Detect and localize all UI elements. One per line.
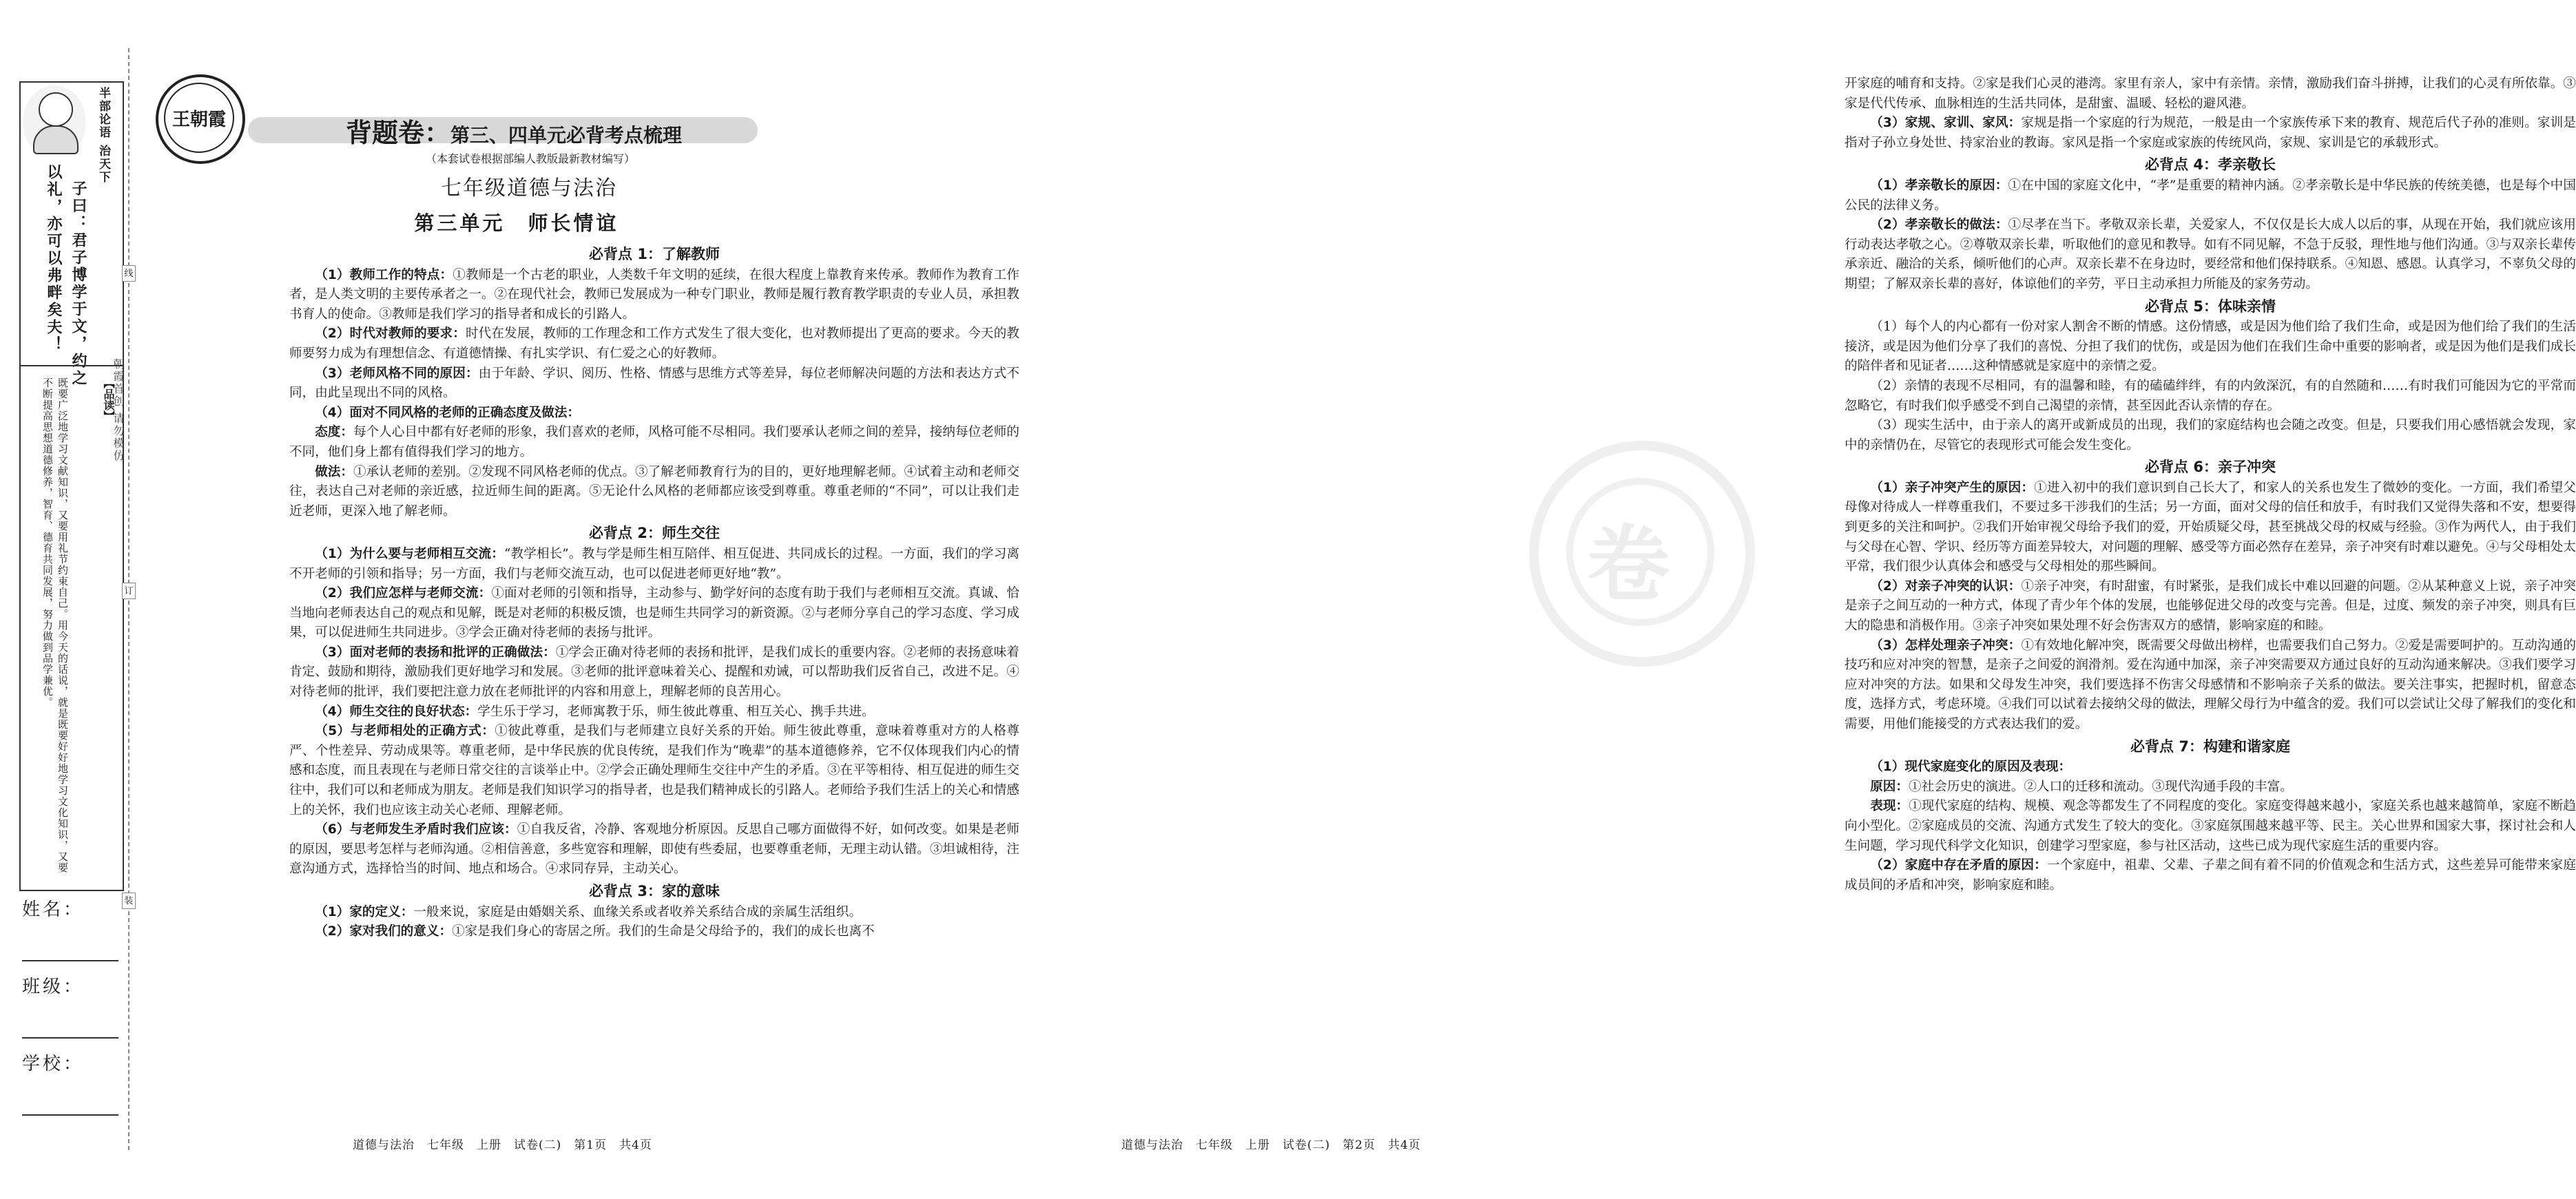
paragraph-text: ①在中国的家庭文化中，“孝”是重要的精神内涵。②孝亲敬长是中华民族的传统美德，也是每个中国公民的法律义务。 bbox=[1845, 178, 2576, 213]
title-note: （本套试卷根据部编人教版最新教材编写） bbox=[426, 152, 636, 165]
paragraph-lead: （1）现代家庭变化的原因及表现： bbox=[1870, 760, 2072, 775]
section-heading: 必背点 1：了解教师 bbox=[589, 246, 720, 262]
subject-grade: 七年级道德与法治 bbox=[441, 176, 617, 200]
section-heading: 必背点 4：孝亲敬长 bbox=[2145, 156, 2276, 174]
paragraph bbox=[289, 324, 1019, 364]
paragraph-text: 一般来说，家庭是由婚姻关系、血缘关系或者收养关系结合成的亲属生活组织。 bbox=[413, 904, 862, 919]
paragraph bbox=[1845, 797, 2576, 856]
unit-title: 第三单元 师长情谊 bbox=[414, 211, 619, 235]
school-field[interactable] bbox=[22, 1050, 118, 1127]
paragraph-text: ①社会历史的演进。②人口的迁移和流动。③现代沟通手段的丰富。 bbox=[1908, 779, 2293, 794]
paragraph bbox=[289, 423, 1019, 462]
paragraph bbox=[289, 364, 1019, 404]
paragraph-lead: （1）教师工作的特点： bbox=[315, 267, 453, 282]
paragraph bbox=[1845, 856, 2576, 895]
school-label: 学校： bbox=[22, 1054, 85, 1074]
paragraph-text: ①家是我们身心的寄居之所。我们的生命是父母给予的，我们的成长也离不 bbox=[452, 924, 875, 939]
paragraph-lead: （1）为什么要与老师相互交流： bbox=[315, 546, 504, 561]
pindu-label: 【品读】 bbox=[102, 377, 115, 421]
footer-page-1: 道德与法治 七年级 上册 试卷(二) 第1页 共4页 bbox=[353, 1138, 652, 1152]
paragraph bbox=[1845, 416, 2576, 455]
mascot-icon bbox=[23, 85, 85, 154]
paragraph-lead: （1）孝亲敬长的原因： bbox=[1870, 178, 2008, 193]
paragraph bbox=[1845, 577, 2576, 636]
paragraph-text: ①尽孝在当下。孝敬双亲长辈，关爱家人，不仅仅是长大成人以后的事，从现在开始，我们就应该用行动表达孝敬之心。②尊敬双亲长辈，听取他们的意见和教导。如有不同见解，不急于反驳，理性地与他们沟通。③与双亲长辈传承亲近、融洽的关系，倾听他们的心声。双亲长辈不在身边时，要经常和他们保持联系。④知恩、感恩。认真学习，不辜负父母的期望；了解双亲长辈的喜好，体谅他们的辛劳，平日主动承担力所能及的家务劳动。 bbox=[1845, 218, 2576, 291]
paragraph-text: ①有效地化解冲突，既需要父母做出榜样，也需要我们自己努力。②爱是需要呵护的。互动沟通的技巧和应对冲突的智慧，是亲子之间爱的润滑剂。爱在沟通中加深，亲子冲突需要双方通过良好的互动沟通来解决。③我们要学习应对冲突的方法。如果和父母发生冲突，我们要选择不伤害父母感情和不影响亲子关系的做法。要关注事实，把握时机，留意态度，选择方式，考虑环境。④我们可以试着去接纳父母的做法，理解父母行为中蕴含的爱。我们可以尝试让父母了解我们的变化和需要，用他们能接受的方式表达我们的爱。 bbox=[1845, 638, 2576, 731]
paragraph bbox=[1845, 778, 2576, 797]
name-label: 姓名： bbox=[22, 899, 85, 920]
quote-line-2: 以礼，亦可以弗畔矣夫！ bbox=[45, 164, 62, 353]
class-field[interactable] bbox=[22, 972, 118, 1050]
paragraph-lead: （6）与老师发生矛盾时我们应该： bbox=[315, 822, 517, 837]
paragraph-text: （1）每个人的内心都有一份对家人割舍不断的情感。这份情感，或是因为他们给了我们生命，或是因为他们给了我们的生活接济，或是因为他们分享了我们的喜悦、分担了我们的忧伤，或是因为他们在我们生命中重要的影响者，或是因为他们是我们成长的陪伴者和见证者……这种情感就是家庭中的亲情之爱。 bbox=[1845, 320, 2576, 374]
footer-page-2: 道德与法治 七年级 上册 试卷(二) 第2页 共4页 bbox=[1121, 1138, 1421, 1152]
paragraph-text: ①学会正确对待老师的表扬和批评，是我们成长的重要内容。②老师的表扬意味着肯定、鼓励和期待，激励我们更好地学习和发展。③老师的批评意味着关心、提醒和劝诫，可以帮助我们反省自己，改进不足。④对待老师的批评，我们要把注意力放在老师批评的内容和用意上，理解老师的良苦用心。 bbox=[289, 645, 1019, 700]
paragraph-lead: （3）怎样处理亲子冲突： bbox=[1870, 638, 2022, 653]
section-heading: 必背点 6：亲子冲突 bbox=[2145, 459, 2276, 476]
quote-line-1: 子曰：君子博学于文，约之 bbox=[70, 180, 87, 387]
paragraph-text: 一个家庭中，祖辈、父辈、子辈之间有着不同的价值观念和生活方式，这些差异可能带来家庭成员间的矛盾和冲突，影响家庭和睦。 bbox=[1845, 858, 2576, 893]
cut-mark-bind: 订 bbox=[122, 583, 136, 599]
brand-logo bbox=[156, 74, 245, 164]
paragraph-lead: （3）老师风格不同的原因： bbox=[315, 366, 479, 381]
section-heading: 必背点 7：构建和谐家庭 bbox=[2130, 738, 2290, 755]
page-1-content bbox=[289, 242, 1019, 942]
paragraph-lead: （1）家的定义： bbox=[315, 904, 414, 919]
brand-label: 半部论语 治天下 bbox=[96, 87, 110, 184]
paragraph-lead: 原因： bbox=[1870, 779, 1909, 794]
paragraph-text: ①教师是一个古老的职业，人类数千年文明的延续，在很大程度上靠教育来传承。教师作为教育工作者，是人类文明的主要传承者之一。②在现代社会，教师已发展成为一种专门职业，教师是履行教育教学职责的专业人员，承担教书育人的使命。③教师是我们学习的指导者和成长的引路人。 bbox=[289, 267, 1019, 322]
cut-mark-fold: 装 bbox=[122, 893, 136, 909]
paragraph bbox=[289, 922, 1019, 942]
paragraph bbox=[289, 545, 1019, 584]
school-line[interactable] bbox=[22, 1114, 118, 1116]
paragraph bbox=[289, 702, 1019, 722]
paragraph bbox=[1845, 317, 2576, 377]
paragraph-text: 时代在发展，教师的工作理念和工作方式发生了很大变化，也对教师提出了更高的要求。今天的教师要努力成为有理想信念、有道德情操、有扎实学识、有仁爱之心的好教师。 bbox=[289, 326, 1019, 361]
paragraph-text: ①面对老师的引领和指导，主动参与、勤学好问的态度有助于我们与老师相互交流。真诚、恰当地向老师表达自己的观点和见解，既是对老师的积极反馈，也是师生共同学习的新资源。②与老师分享自己的学习态度、学习成果，可以促进师生共同进步。③学会正确对待老师的表扬与批评。 bbox=[289, 586, 1019, 640]
paragraph-lead: （2）时代对教师的要求： bbox=[315, 326, 466, 342]
paragraph-text: ①进入初中的我们意识到自己长大了，和家人的关系也发生了微妙的变化。一方面，我们希望父母像对待成人一样尊重我们，不要过多干涉我们的生活；另一方面，面对父母的信任和放手，有时我们又觉得失落和不安，想要得到更多的关注和呵护。②我们开始审视父母给予我们的爱，开始质疑父母，甚至挑战父母的权威与经验。③作为两代人，由于我们与父母在心智、学识、经历等方面差异较大，对问题的理解、感受等方面必然存在差异，亲子冲突有时难以避免。④与父母相处太平常，我们很少认真体会和感受与父母相处的那些瞬间。 bbox=[1845, 480, 2576, 574]
paragraph bbox=[289, 643, 1019, 702]
paragraph-text: （3）现实生活中，由于亲人的离开或新成员的出现，我们的家庭结构也会随之改变。但是，只要我们用心感悟就会发现，家中的亲情仍在，尽管它的表现形式可能会发生变化。 bbox=[1845, 418, 2576, 452]
paragraph-text: “教学相长”。教与学是师生相互陪伴、相互促进、共同成长的过程。一方面，我们的学习离不开老师的引领和指导；另一方面，我们与老师交流互动，也可以促进老师更好地“教”。 bbox=[289, 546, 1019, 581]
paragraph bbox=[1845, 758, 2576, 778]
binding-strip bbox=[0, 0, 131, 1199]
paragraph bbox=[289, 404, 1019, 424]
paragraph-lead: （5）与老师相处的正确方式： bbox=[315, 724, 495, 739]
paragraph bbox=[1845, 479, 2576, 577]
student-info-fields bbox=[22, 895, 118, 1127]
section-heading: 必背点 2：师生交往 bbox=[589, 525, 720, 542]
divider bbox=[19, 365, 124, 366]
paragraph-lead: （3）面对老师的表扬和批评的正确做法： bbox=[315, 645, 556, 660]
paragraph bbox=[1845, 74, 2576, 114]
paragraph-lead: （2）我们应怎样与老师交流： bbox=[315, 586, 492, 601]
paragraph bbox=[289, 584, 1019, 643]
paragraph-text: 由于年龄、学识、阅历、性格、情感与思维方式等差异，每位老师解决问题的方法和表达方式不同，由此呈现出不同的风格。 bbox=[289, 366, 1019, 401]
cut-mark-line: 线 bbox=[122, 265, 136, 282]
paragraph bbox=[289, 463, 1019, 522]
paragraph-lead: （2）对亲子冲突的认识： bbox=[1870, 578, 2022, 594]
logo-text: 王朝霞 bbox=[164, 83, 234, 153]
paragraph-lead: （4）面对不同风格的老师的正确态度及做法： bbox=[315, 405, 581, 420]
paragraph-lead: （3）家规、家训、家风： bbox=[1870, 116, 2022, 131]
paragraph-text: （2）亲情的表现不尽相同，有的温馨和睦，有的磕磕绊绊，有的内敛深沉，有的自然随和……有时我们可能因为它的平常而忽略它，有时我们似乎感受不到自己渴望的亲情，甚至因此否认亲情的存在。 bbox=[1845, 378, 2576, 413]
paragraph-lead: （2）家庭中存在矛盾的原因： bbox=[1870, 858, 2047, 873]
paragraph-text: 开家庭的哺育和支持。②家是我们心灵的港湾。家里有亲人，家中有亲情。亲情，激励我们奋斗拼搏，让我们的心灵有所依靠。③家是代代传承、血脉相连的生活共同体，是甜蜜、温暖、轻松的避风港。 bbox=[1845, 76, 2576, 111]
paragraph-lead: 态度： bbox=[315, 425, 353, 440]
paragraph bbox=[1845, 377, 2576, 416]
paragraph bbox=[1845, 176, 2576, 216]
paragraph-text: 学生乐于学习，老师寓教于乐，师生彼此尊重、相互关心、携手共进。 bbox=[477, 704, 875, 719]
name-line[interactable] bbox=[22, 960, 118, 961]
paragraph bbox=[1845, 636, 2576, 735]
cut-line bbox=[128, 48, 129, 1150]
paragraph-text: ①自我反省，冷静、客观地分析原因。反思自己哪方面做得不好，如何改变。如果是老师的原因，要思考怎样与老师沟通。②相信善意，多些宽容和理解，即使有些委屈，也要尊重老师，无理主动认错。③坦诚相待，注意沟通方式，选择恰当的时间、地点和场合。④求同存异，主动关心。 bbox=[289, 822, 1019, 877]
paragraph-lead: 表现： bbox=[1870, 799, 1909, 814]
paragraph-text: 每个人心目中都有好老师的形象，我们喜欢的老师，风格可能不尽相同。我们要承认老师之间的差异，接纳每位老师的不同，他们身上都有值得我们学习的地方。 bbox=[289, 425, 1019, 459]
page-2-content bbox=[1845, 74, 2576, 895]
paragraph-lead: （4）师生交往的良好状态： bbox=[315, 704, 478, 719]
class-line[interactable] bbox=[22, 1037, 118, 1039]
paragraph bbox=[289, 266, 1019, 325]
paragraph-lead: 做法： bbox=[315, 464, 353, 479]
paragraph bbox=[1845, 114, 2576, 153]
unit-heading bbox=[406, 208, 627, 238]
paragraph-text: ①现代家庭的结构、规模、观念等都发生了不同程度的变化。家庭变得越来越小，家庭关系也越来越简单，家庭不断趋向小型化。②家庭成员的交流、沟通方式发生了较大的变化。③家庭氛围越来越平等、民主。关心世界和国家大事，探讨社会和人生问题，学习现代科学文化知识，创建学习型家庭，参与社区活动，这些已成为现代家庭生活的重要内容。 bbox=[1845, 799, 2576, 853]
paragraph-text: ①亲子冲突，有时甜蜜，有时紧张，是我们成长中难以回避的问题。②从某种意义上说，亲子冲突是亲子之间互动的一种方式，体现了青少年个体的发展，也能够促进父母的改变与完善。但是，过度、频发的亲子冲突，则具有巨大的隐患和消极作用。③亲子冲突如果处理不好会伤害双方的感情，影响家庭的和睦。 bbox=[1845, 578, 2576, 634]
page-title bbox=[346, 112, 682, 149]
title-main: 背题卷： bbox=[346, 118, 451, 148]
paragraph-text: 家规是指一个家庭的行为规范，一般是由一个家族传承下来的教育、规范后代子孙的准则。家训是指对子孙立身处世、持家治业的教诲。家风是指一个家庭或家族的传统风尚，家规、家训是它的承载形式。 bbox=[1845, 116, 2576, 150]
title-sub: 第三、四单元必背考点梳理 bbox=[450, 124, 683, 147]
paragraph bbox=[289, 820, 1019, 879]
paragraph-lead: （1）亲子冲突产生的原因： bbox=[1870, 480, 2035, 495]
paragraph bbox=[289, 722, 1019, 820]
paragraph-text: ①彼此尊重，是我们与老师建立良好关系的开始。师生彼此尊重，意味着尊重对方的人格尊严、个性差异、劳动成果等。尊重老师，是中华民族的优良传统，是我们作为“晚辈”的基本道德修养，它不仅体现我们内心的情感和态度，而且表现在与老师日常交往的言谈举止中。②学会正确处理师生交往中产生的矛盾。③在平等相待、相互促进的师生交往中，我们可以和老师成为朋友。老师是我们知识学习的指导者，也是我们精神成长的引路人。老师给予我们生活上的关心和情感上的关怀，我们也应该主动关心老师、理解老师。 bbox=[289, 724, 1019, 817]
watermark-seal: 卷 bbox=[1529, 441, 1755, 667]
name-field[interactable] bbox=[22, 895, 118, 972]
class-label: 班级： bbox=[22, 977, 85, 997]
paragraph-text: ①承认老师的差别。②发现不同风格老师的优点。③了解老师教育行为的目的，更好地理解老师。④试着主动和老师交往，表达自己对老师的亲近感，拉近师生间的距离。⑤无论什么风格的老师都应该受到尊重。尊重老师的“不同”，可以让我们走近老师，更深入地了解老师。 bbox=[289, 464, 1019, 519]
paragraph-lead: （2）家对我们的意义： bbox=[315, 924, 453, 939]
pindu-text: 既要广泛地学习文献知识，又要用礼节约束自己。用今天的话说，就是既要好好地学习文化知识，又要不断提高思想道德修养，智育、德育共同发展，努力做到品学兼优。 bbox=[41, 377, 69, 873]
no-copy-notice: 朝霞首创 请勿模仿 bbox=[112, 358, 125, 463]
paragraph-lead: （2）孝亲敬长的做法： bbox=[1870, 218, 2008, 233]
paragraph bbox=[289, 903, 1019, 923]
section-heading: 必背点 5：体味亲情 bbox=[2145, 298, 2276, 315]
section-heading: 必背点 3：家的意味 bbox=[589, 883, 720, 899]
paragraph bbox=[1845, 216, 2576, 294]
